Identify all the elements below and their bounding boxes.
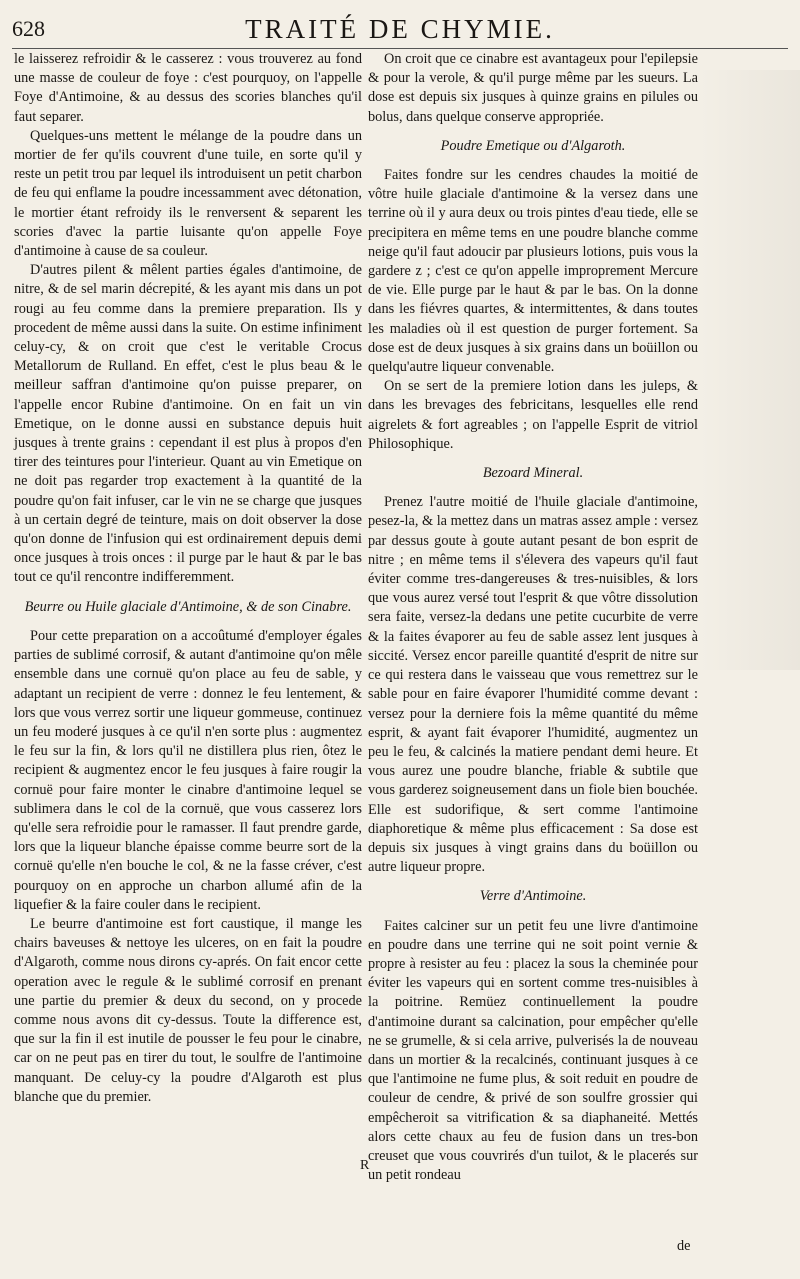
page-number: 628 [12, 16, 45, 41]
right-column [368, 50, 698, 1185]
catchword: de [677, 1238, 691, 1254]
paragraph: le laisserez refroidir & le casserez : vous trouverez au fond une masse de couleur de foye : c'est pourquoy, on l'appelle Foye d'Antimoine, & au dessus des scories blanches qu'il faut separer. [14, 51, 362, 125]
paragraph: Quelques-uns mettent le mélange de la poudre dans un mortier de fer qu'ils couvrent d'une tuile, en sorte qu'il y reste un petit trou par lequel ils introduisent un petit charbon de feu qui enflame la poudre incessamment avec détonation, le mortier étant refroidy ils le renversent & separent les scories d'avec la partie luisante qu'on appelle Foye d'antimoine à cause de sa couleur. [14, 127, 362, 260]
paragraph: Faites calciner sur un petit feu une livre d'antimoine en poudre dans une terrine qui ne soit point vernie & propre à resister au feu : placez la sous la cheminée pour éviter les vapeurs qui en sortent comme tres-nuisibles à la poitrine. Remüez continuellement la poudre d'antimoine durant sa calcination, pour empêcher qu'elle ne se grumelle, & si cela arrive, pulverisés la de nouveau dans un mortier & la recalcinés, continuant jusques à ce que l'antimoine ne fume plus, & soit reduit en poudre de couleur de cendre, & privé de son soulfre grossier qui empêcheroit sa vitrification & sa diaphaneité. Mettés alors cette chaux au feu de fusion dans un tres-bon creuset que vous couvrirés d'un tuilot, & le placerés sur un petit rondeau [368, 917, 698, 1184]
paragraph: D'autres pilent & mêlent parties égales d'antimoine, de nitre, & de sel marin décrepité, & les ayant mis dans un pot rougi au feu comme dans la premiere preparation. Ils y procedent de même aussi dans la suite. On estime infiniment celuy-cy, & on croit que c'est le veritable Crocus Metallorum de Rulland. En effet, c'est le plus beau & le meilleur saffran d'antimoine qu'on puisse preparer, on l'appelle encor Rubine d'antimoine. On en fait un vin Emetique, on le donne aussi en substance depuis huit jusques à trente grains : cependant il est plus à propos d'en tirer des teintures pour l'interieur. Quant au vin Emetique on ne doit pas regarder trop exactement à la quantité de la poudre qu'on fait infuser, car le vin ne se charge que jusques à un certain degré de teinture, mais on doit observer la dose qu'on donne de l'infusion qui est ordinairement depuis demi once jusques à trois onces : il purge par le haut & par le bas tout ce qu'il rencontre indifferemment. [14, 262, 362, 586]
paragraph: Prenez l'autre moitié de l'huile glaciale d'antimoine, pesez-la, & la mettez dans un matras assez ample : versez par dessus goute à goute autant pesant de bon esprit de nitre ; en même tems il s'élevera des vapeurs qu'il faut éviter comme tres-dangereuses & tres-nuisibles, & lors que vous aurez versé tout l'esprit & que vôtre dissolution sera faite, versez-la dedans une petite cucurbite de verre & la faites évaporer au feu de sable assez lent jusques à siccité. Versez encor pareille quantité d'esprit de nitre sur ce qui restera dans le vaisseau que vous remettrez sur le sable pour en faire évaporer l'humidité comme devant : versez pour la derniere fois la même quantité du même esprit, & ayant fait évaporer l'humidité, augmentez un peu le feu, & calcinés la matiere pendant demi heure. Et vous aurez une poudre blanche, friable & subtile que vous garderez soigneusement dans un fiole bien bouchée. Elle est sudorifique, & sert comme l'antimoine diaphoretique & même plus efficacement : Sa dose est depuis six jusques à vingt grains dans du boüillon ou autre liqueur propre. [368, 494, 698, 876]
section-heading: Verre d'Antimoine. [479, 888, 587, 905]
section-heading: Beurre ou Huile glaciale d'Antimoine, & de son Cinabre. [24, 598, 352, 615]
paragraph: On croit que ce cinabre est avantageux pour l'epilepsie & pour la verole, & qu'il purge même par les sueurs. La dose est depuis six jusques à quinze grains en pilules ou bolus, dans quelque conserve appropriée. [368, 51, 698, 125]
show-through-shading [700, 70, 800, 670]
section-heading: Poudre Emetique ou d'Algaroth. [440, 137, 626, 154]
running-title: TRAITÉ DE CHYMIE. [245, 14, 555, 44]
section-heading: Bezoard Mineral. [482, 465, 584, 482]
paragraph: Pour cette preparation on a accoûtumé d'employer égales parties de sublimé corrosif, & autant d'antimoine qu'on mêle ensemble dans une cornuë qu'on place au feu de sable, y adaptant un recipient de verre : donnez le feu lentement, & lors que vous verrez sortir une liqueur gommeuse, continuez un feu moderé jusques à ce qu'il n'en sorte plus : augmentez le feu sur la fin, & lors qu'il ne distillera plus rien, ôtez le recipient & augmentez encor le feu jusques à faire rougir la cornuë pour faire monter le cinabre d'antimoine lequel se sublimera dans le col de la cornuë, que vous casserez lors qu'elle sera refroidie pour le ramasser. Il faut prendre garde, lors que la liqueur blanche épaisse comme beurre sort de la cornuë qu'elle n'en bouche le col, & ne la fasse créver, c'est pourquoy on en approche un charbon allumé afin de la liquefier & la faire couler dans le recipient. [14, 627, 362, 913]
paragraph: Faites fondre sur les cendres chaudes la moitié de vôtre huile glaciale d'antimoine & la versez dans une terrine où il y aura deux ou trois pintes d'eau tiede, elle se precipitera en même tems en une poudre blanche comme neige qu'il faut adoucir par plusieurs lotions, puis vous la gardere z ; c'est ce qu'on appelle improprement Mercure de vie. Elle purge par le haut & par le bas. On la donne dans les fiévres quartes, & intermittentes, & dans toutes les maladies où il est question de purger fortement. Sa dose est de deux jusques à six grains dans un boüillon ou quelqu'autre liqueur convenable. [368, 167, 698, 376]
page-header [12, 14, 788, 49]
signature-mark: R [360, 1158, 370, 1173]
left-column [14, 50, 362, 1107]
paragraph: Le beurre d'antimoine est fort caustique, il mange les chairs baveuses & nettoye les ulceres, on en fait la poudre d'Algaroth, comme nous dirons cy-aprés. On fait encor cette operation avec le regule & le sublimé corrosif en prenant une partie du premier & deux du second, on y procede comme nous avons dit cy-dessus. Toute la difference est, que sur la fin il est inutile de pousser le feu pour le cinabre, car on ne peut pas en tirer du tout, le soulfre de l'antimoine manquant. De celuy-cy la poudre d'Algaroth est plus blanche que du premier. [14, 915, 362, 1105]
paragraph: On se sert de la premiere lotion dans les juleps, & dans les brevages des febricitans, lesquelles elle rend aigrelets & fort agreables ; on l'appelle Esprit de vitriol Philosophique. [368, 378, 698, 452]
